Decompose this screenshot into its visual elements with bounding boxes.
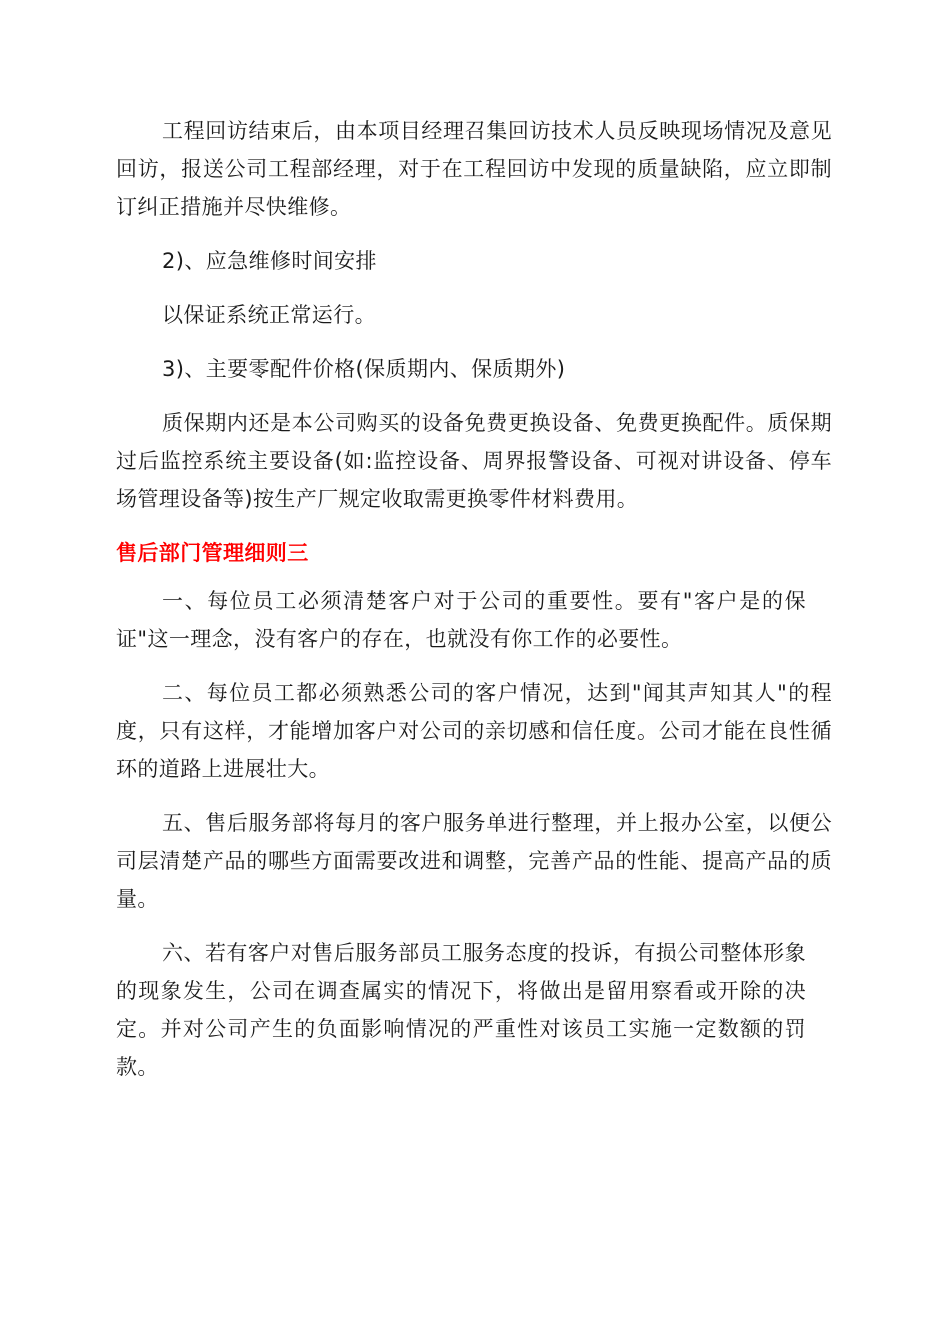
paragraph-rule-six: 六、若有客户对售后服务部员工服务态度的投诉，有损公司整体形象的现象发生，公司在调查属实的情况下，将做出是留用察看或开除的决定。并对公司产生的负面影响情况的严重性对该员工实施一定数额的罚款。 xyxy=(116,941,806,1079)
section-heading: 售后部门管理细则三 xyxy=(116,541,309,565)
document-body xyxy=(116,112,832,1102)
paragraph-system-operation: 以保证系统正常运行。 xyxy=(162,303,376,327)
paragraph-rule-five: 五、售后服务部将每月的客户服务单进行整理，并上报办公室，以便公司层清楚产品的哪些方面需要改进和调整，完善产品的性能、提高产品的质量。 xyxy=(116,811,832,911)
paragraph-rule-two: 二、每位员工都必须熟悉公司的客户情况，达到"闻其声知其人"的程度，只有这样，才能增加客户对公司的亲切感和信任度。公司才能在良性循环的道路上进展壮大。 xyxy=(116,681,832,781)
paragraph-rule-one: 一、每位员工必须清楚客户对于公司的重要性。要有"客户是的保证"这一理念，没有客户的存在，也就没有你工作的必要性。 xyxy=(116,589,806,651)
paragraph-warranty: 质保期内还是本公司购买的设备免费更换设备、免费更换配件。质保期过后监控系统主要设备(如:监控设备、周界报警设备、可视对讲设备、停车场管理设备等)按生产厂规定收取需更换零件材料费用。 xyxy=(116,411,832,511)
paragraph-emergency-repair-title: 2)、应急维修时间安排 xyxy=(162,249,377,273)
paragraph-return-visit: 工程回访结束后，由本项目经理召集回访技术人员反映现场情况及意见回访，报送公司工程部经理，对于在工程回访中发现的质量缺陷，应立即制订纠正措施并尽快维修。 xyxy=(116,119,832,219)
paragraph-parts-price-title: 3)、主要零配件价格(保质期内、保质期外) xyxy=(162,357,566,381)
